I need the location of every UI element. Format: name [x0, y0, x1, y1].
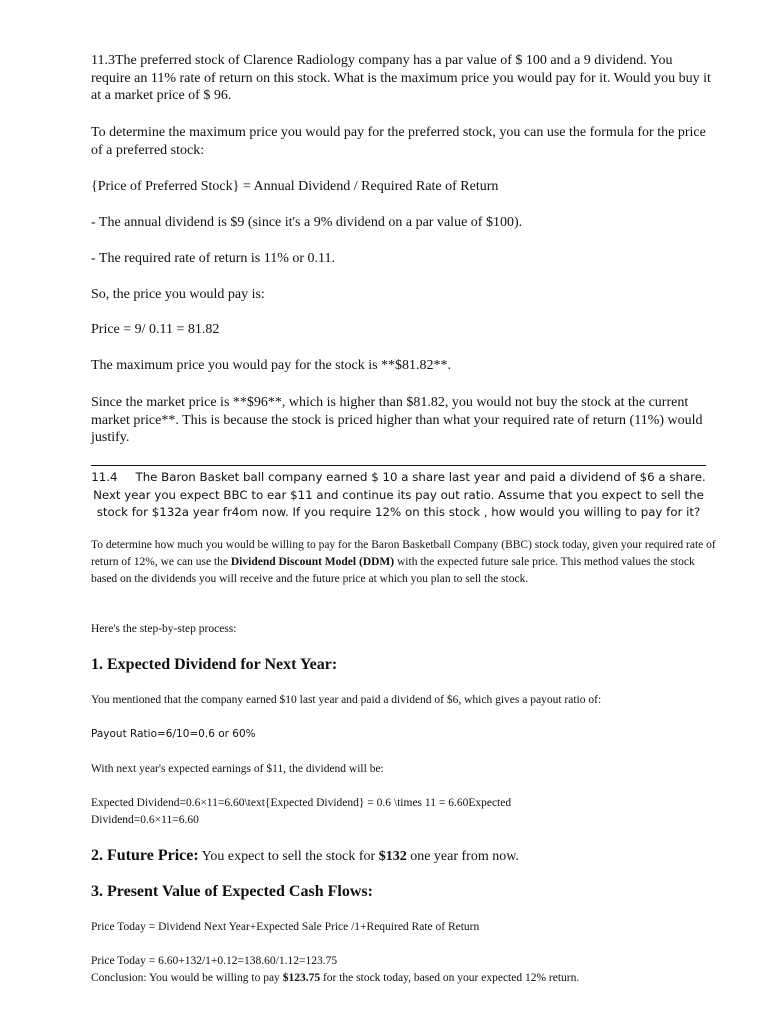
q1-rate-line: - The required rate of return is 11% or 0.11.	[91, 251, 336, 266]
future-price-text-a: You expect to sell the stock for	[198, 849, 379, 864]
conclusion-amount: $123.75	[282, 972, 321, 984]
q2-conclusion	[91, 970, 716, 987]
section-divider	[91, 465, 706, 466]
q1-formula: {Price of Preferred Stock} = Annual Dividend / Required Rate of Return	[91, 179, 499, 194]
q2-intro-bold: Dividend Discount Model (DDM)	[230, 556, 395, 568]
pv-calc: Price Today = 6.60+132/1+0.12=138.60/1.12=123.75	[91, 955, 338, 967]
q2-intro-part-b: with the expected future sale price. This method values the stock based on the dividends you will receive and the future price at which you plan to sell the stock.	[91, 556, 695, 585]
q2-question-block	[91, 469, 706, 522]
conclusion-part-a: Conclusion: You would be willing to pay	[91, 972, 283, 984]
payout-text: You mentioned that the company earned $10 last year and paid a dividend of $6, which gives a payout ratio of:	[91, 694, 602, 706]
q1-max-line: The maximum price you would pay for the stock is **$81.82**.	[91, 358, 452, 373]
q1-intro: To determine the maximum price you would pay for the preferred stock, you can use the formula for the price of a preferred stock:	[91, 125, 706, 158]
future-price-amount: $132	[378, 849, 407, 864]
pv-formula: Price Today = Dividend Next Year+Expected Sale Price /1+Required Rate of Return	[91, 921, 480, 933]
q1-so-line: So, the price you would pay is:	[91, 287, 265, 302]
heading-expected-dividend: 1. Expected Dividend for Next Year:	[91, 656, 338, 673]
q1-dividend-line: - The annual dividend is $9 (since it's a 9% dividend on a par value of $100).	[91, 215, 523, 230]
future-price-text-b: one year from now.	[406, 849, 519, 864]
payout-formula: Payout Ratio=6/10=0.6 or 60%	[91, 728, 256, 740]
q1-calc: Price = 9/ 0.11 = 81.82	[91, 322, 220, 337]
future-price-heading-label: 2. Future Price:	[91, 847, 199, 864]
q2-intro	[91, 537, 716, 588]
heading-future-price	[91, 846, 519, 867]
next-year-line: With next year's expected earnings of $11, the dividend will be:	[91, 763, 384, 775]
expected-dividend-formula: Expected Dividend=0.6×11=6.60\text{Expected Dividend} = 0.6 \times 11 = 6.60Expected Dividend=0.6×11=6.60	[91, 797, 512, 826]
heading-present-value: 3. Present Value of Expected Cash Flows:	[91, 883, 373, 900]
conclusion-part-b: for the stock today, based on your expected 12% return.	[320, 972, 580, 984]
q2-number: 11.4	[91, 470, 118, 484]
q2-steps-line: Here's the step-by-step process:	[91, 623, 237, 635]
q1-conclusion: Since the market price is **$96**, which is higher than $81.82, you would not buy the stock at the current market price**. This is because the stock is priced higher than what your required rate of return (11%) would justify.	[91, 395, 703, 445]
q2-question: The Baron Basket ball company earned $ 10 a share last year and paid a dividend of $6 a share. Next year you expect BBC to ear $11 and continue its pay out ratio. Assume that you expect to sell the stock for $132a year fr4om now. If you require 12% on this stock , how would you willing to pay for it?	[93, 470, 706, 519]
q2-intro-part-a: To determine how much you would be willing to pay for the Baron Basketball Company (BBC) stock today, given your required rate of return of 12%, we can use the	[91, 539, 716, 568]
q1-question: 11.3The preferred stock of Clarence Radiology company has a par value of $ 100 and a 9 dividend. You require an 11% rate of return on this stock. What is the maximum price you would pay for it. Would you buy it at a market price of $ 96.	[91, 53, 711, 103]
